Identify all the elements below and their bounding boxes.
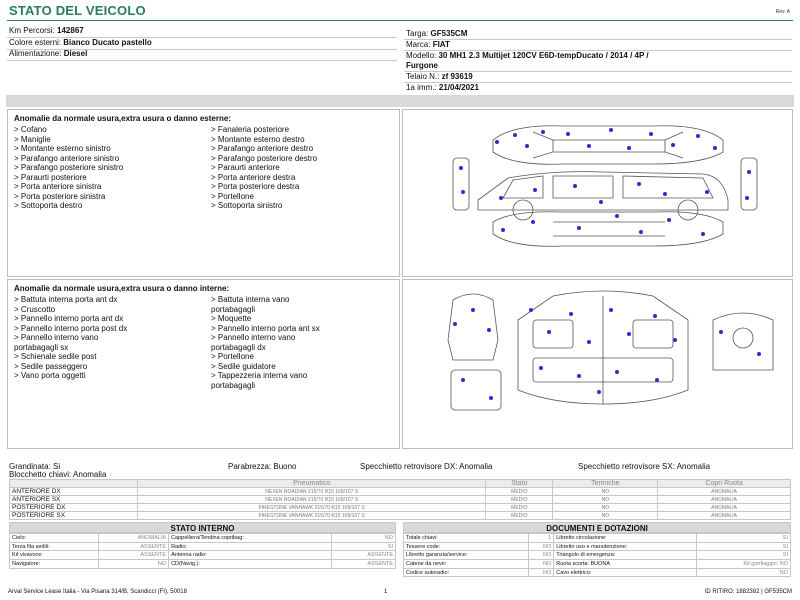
list-item: > Battuta interna vano — [211, 295, 290, 304]
list-item: > Moquette — [211, 314, 252, 323]
list-item: > Porta posteriore destra — [211, 182, 300, 191]
document-title: STATO DEL VEICOLO — [9, 3, 146, 18]
list-item: > Tappezzeria interna vano — [211, 371, 308, 380]
table-row: Terza fila sedili: ASSENTE Radio: SI — [10, 542, 396, 551]
telaio-row: Telaio N.: zf 93619 — [406, 72, 473, 81]
table-row: POSTERIORE DX FIRESTONE VANHAWK 215/70 R15 109/107 S MEDIO NO ANOMALIA — [10, 504, 791, 512]
interior-list-col2 — [211, 295, 320, 390]
marca-row: Marca: FIAT — [406, 40, 450, 49]
list-item: > Pannello interno vano — [211, 333, 296, 342]
exterior-anomalies-title: Anomalie da normale usura,extra usura o danno esterne: — [14, 114, 231, 123]
list-item: > Portellone — [211, 352, 254, 361]
list-item: > Porta anteriore destra — [211, 172, 296, 182]
table-row: ANTERIORE DX NEXEN ROADIAN 215/70 R15 109/107 S MEDIO NO ANOMALIA — [10, 488, 791, 496]
list-item: > Pannello interno porta ant dx — [14, 314, 124, 323]
table-row: Catene da neve: NO Ruota scorta: BUONA Kit gonfiaggio: NO — [404, 560, 791, 569]
specchietto-dx-text: Specchietto retrovisore DX: Anomalia — [360, 462, 493, 471]
table-row: Codice autoradio: NO Cavo elettrico: NO — [404, 568, 791, 577]
interior-anomalies-panel — [7, 279, 400, 449]
table-row: ANTERIORE SX NEXEN ROADIAN 215/70 R15 109/107 S MEDIO NO ANOMALIA — [10, 496, 791, 504]
exterior-list-col2 — [211, 125, 317, 211]
list-item: > Porta posteriore sinistra — [14, 191, 106, 201]
tyres-header-row — [10, 480, 791, 488]
page-number: 1 — [384, 589, 388, 595]
footer-id-ritiro: ID RITIRO: 1882382 | GF535CM — [704, 589, 792, 595]
table-row: Kit vivavoce: ASSENTE Antenna radio: ASSENTE — [10, 551, 396, 560]
table-row: Tessere code: NO Libretto uso e manutenzione: SI — [404, 542, 791, 551]
tyres-col-tyre: Pneumatico — [138, 480, 486, 488]
list-item: > Portellone — [211, 191, 254, 201]
list-item: > Parafango posteriore sinistro — [14, 163, 124, 172]
list-item: portabagagli — [211, 304, 256, 314]
list-item: > Pannello interno porta post dx — [14, 323, 128, 333]
km-row: Km Percorsi: 142867 — [9, 26, 84, 35]
title-divider — [7, 20, 793, 21]
interior-list-col1 — [14, 295, 127, 381]
list-item: > Parafango posteriore destro — [211, 153, 318, 163]
documenti-title: DOCUMENTI E DOTAZIONI — [403, 522, 791, 533]
list-item: > Vano porta oggetti — [14, 371, 86, 380]
list-item: > Schienale sedile post — [14, 352, 97, 361]
alimentazione-row: Alimentazione: Diesel — [9, 49, 88, 58]
exterior-damage-diagram — [402, 109, 793, 277]
parabrezza-text: Parabrezza: Buono — [228, 462, 297, 471]
list-item: portabagagli sx — [14, 342, 69, 352]
tyres-table — [9, 479, 791, 520]
immatricolazione-row: 1a imm.: 21/04/2021 — [406, 83, 479, 92]
list-item: > Pannello interno vano — [14, 333, 99, 342]
list-item: > Parafango anteriore destro — [211, 144, 314, 153]
targa-row: Targa: GF535CM — [406, 29, 468, 38]
row-divider — [7, 60, 397, 61]
tyres-col-termiche: Termiche — [553, 480, 658, 488]
row-divider — [404, 39, 792, 40]
table-row: Libretto garanzia/service: NO Triangolo di emergenza: SI — [404, 551, 791, 560]
exterior-anomalies-panel — [7, 109, 400, 277]
list-item: > Pannello interno porta ant sx — [211, 323, 320, 333]
list-item: > Porta anteriore sinistra — [14, 182, 102, 191]
list-item: portabagagli dx — [211, 342, 266, 352]
table-row: Navigatore: NO CD(Navig.): ASSENTE — [10, 560, 396, 569]
table-row: POSTERIORE SX FIRESTONE VANHAWK 215/70 R15 109/107 S MEDIO NO ANOMALIA — [10, 512, 791, 520]
tyres-col-position — [10, 480, 138, 488]
list-item: > Battuta interna porta ant dx — [14, 295, 118, 304]
car-exterior-drawing — [403, 110, 792, 276]
documenti-table — [403, 533, 791, 577]
modello-row: Modello: 30 MH1 2.3 Multijet 120CV E6D-tempDucato / 2014 / 4P / — [406, 51, 649, 60]
tyres-col-stato: Stato — [486, 480, 553, 488]
table-row: Cielo: ANOMALIA Cappelliera/Tendina copribag: NO — [10, 534, 396, 543]
list-item: > Paraurti posteriore — [14, 172, 87, 182]
table-row: Totale chiavi: 1 Libretto circolazione: SI — [404, 534, 791, 543]
revision-label: Rev. A — [775, 9, 790, 15]
car-interior-drawing — [403, 280, 792, 448]
footer-address: Arval Service Lease Italia - Via Pisana 314/B, Scandicci (FI), 50018 — [8, 589, 187, 595]
list-item: > Cofano — [14, 125, 47, 134]
list-item: > Montante esterno sinistro — [14, 144, 111, 153]
stato-interno-section — [9, 522, 396, 569]
list-item: > Parafango anteriore sinistro — [14, 153, 120, 163]
exterior-list-col1 — [14, 125, 123, 211]
list-item: > Montante esterno destro — [211, 134, 305, 144]
interior-damage-diagram — [402, 279, 793, 449]
grandinata-text: Grandinata: Si — [9, 462, 61, 471]
stato-interno-title: STATO INTERNO — [9, 522, 396, 533]
list-item: > Maniglie — [14, 134, 51, 144]
list-item: > Cruscotto — [14, 304, 56, 314]
list-item: > Sedile guidatore — [211, 361, 276, 371]
colore-row: Colore esterni: Bianco Ducato pastello — [9, 38, 152, 47]
list-item: > Paraurti anteriore — [211, 163, 280, 172]
documenti-section — [403, 522, 791, 577]
interior-anomalies-title: Anomalie da normale usura,extra usura o danno interne: — [14, 284, 230, 293]
specchietto-sx-text: Specchietto retrovisore SX: Anomalia — [578, 462, 711, 471]
stato-interno-table — [9, 533, 396, 569]
modello-row-cont: Furgone — [406, 61, 438, 70]
list-item: > Sedile passeggero — [14, 361, 88, 371]
list-item: > Fanaleria posteriore — [211, 125, 290, 134]
tyres-col-copri-ruota: Copri Ruota — [658, 480, 791, 488]
list-item: > Sottoporta sinistro — [211, 201, 283, 210]
section-band — [6, 95, 794, 107]
list-item: > Sottoporta destro — [14, 201, 83, 210]
list-item: portabagagli — [211, 380, 256, 390]
blocchetto-chiavi-text: Blocchetto chiavi: Anomalia — [9, 470, 107, 479]
